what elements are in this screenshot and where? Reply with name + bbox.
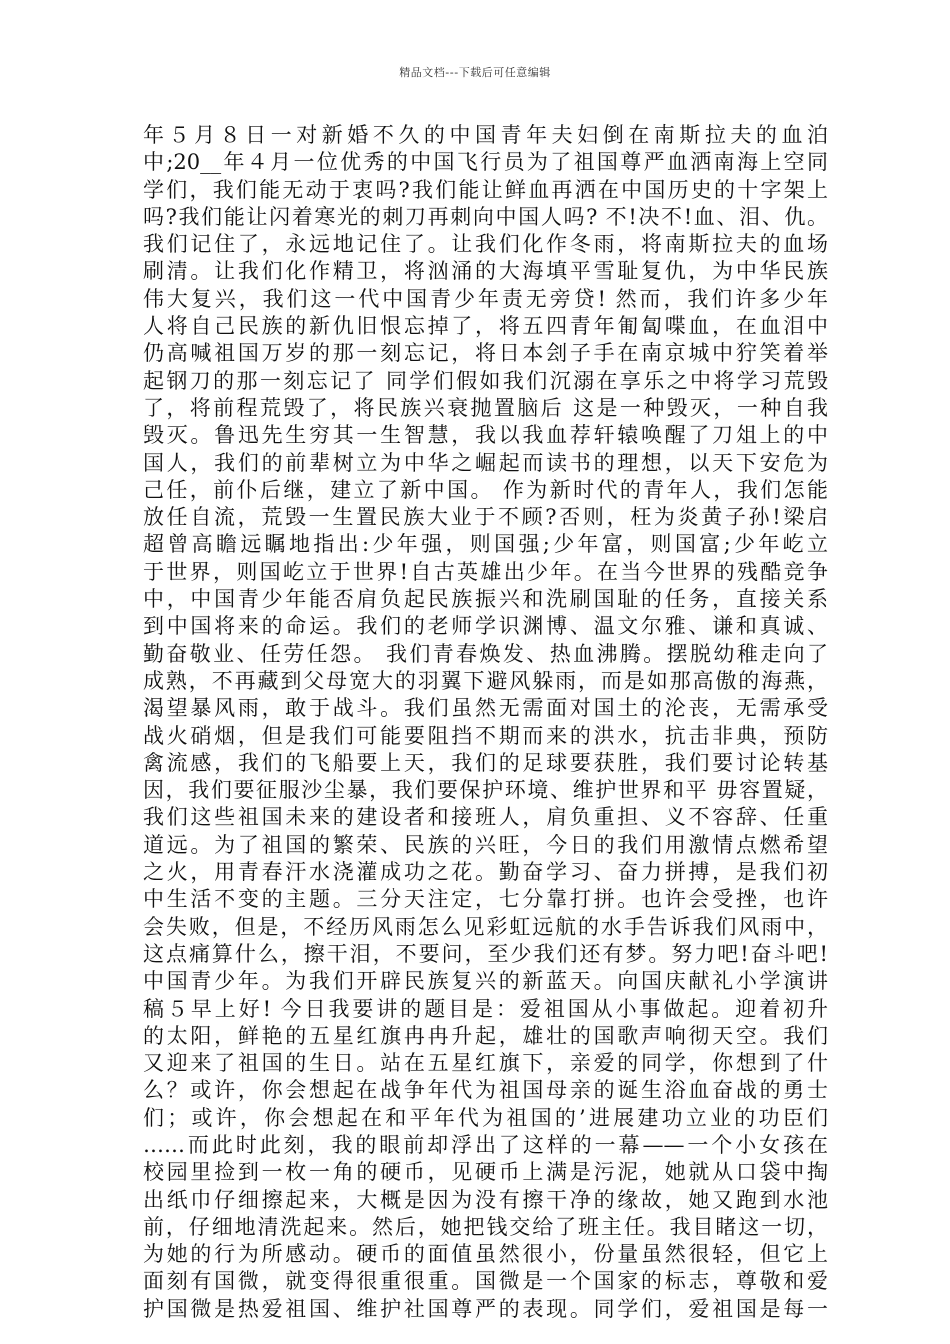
body-line: 们；或许，你会想起在和平年代为祖国的’进展建功立业的功臣们: [143, 1105, 828, 1130]
body-line: 放任自流，荒毁一生置民族大业于不顾?否则，枉为炎黄子孙!梁启: [143, 505, 828, 530]
body-line: 校园里捡到一枚一角的硬币，见硬币上满是污泥，她就从口袋中掏: [143, 1160, 828, 1185]
body-line: 于世界，则国屹立于世界!自古英雄出少年。在当今世界的残酷竞争: [143, 559, 828, 584]
body-line: 我们记住了，永远地记住了。让我们化作冬雨，将南斯拉夫的血场: [143, 232, 828, 257]
body-line: 之火，用青春汗水浇灌成功之花。勤奋学习、奋力拼搏，是我们初: [143, 860, 828, 885]
body-line: 超曾高瞻远瞩地指出:少年强，则国强;少年富，则国富;少年屹立: [143, 532, 828, 557]
body-line: 毁灭。鲁迅先生穷其一生智慧，我以我血荐轩辕唤醒了刀俎上的中: [143, 423, 828, 448]
body-line: 出纸巾仔细擦起来，大概是因为没有擦干净的缘故，她又跑到水池: [143, 1187, 828, 1212]
body-line: 年５月８日一对新婚不久的中国青年夫妇倒在南斯拉夫的血泊: [143, 123, 828, 147]
body-line: 道远。为了祖国的繁荣、民族的兴旺，今日的我们用激情点燃希望: [143, 832, 828, 857]
body-line: 人将自己民族的新仇旧恨忘掉了，将五四青年匍匐喋血，在血泪中: [143, 314, 828, 339]
body-line: 刷清。让我们化作精卫，将汹涌的大海填平雪耻复仇，为中华民族: [143, 259, 828, 284]
page-header: 精品文档---下载后可任意编辑: [399, 66, 551, 79]
body-line: 中国青少年。为我们开辟民族复兴的新蓝天。向国庆献礼小学演讲: [143, 969, 828, 994]
body-line: 因，我们要征服沙尘暴，我们要保护环境、维护世界和平 毋容置疑，: [143, 778, 828, 803]
body-line: 国人，我们的前辈树立为中华之崛起而读书的理想，以天下安危为: [143, 450, 828, 475]
body-line: 了，将前程荒毁了，将民族兴衰抛置脑后 这是一种毁灭，一种自我: [143, 395, 828, 420]
body-line: 成熟，不再藏到父母宽大的羽翼下避风躲雨，而是如那高傲的海燕，: [143, 668, 828, 693]
body-line: 护国微是热爱祖国、维护社国尊严的表现。同学们，爱祖国是每一: [143, 1296, 828, 1321]
body-line: 会失败，但是，不经历风雨怎么见彩虹远航的水手告诉我们风雨中，: [143, 914, 828, 939]
speech-body: [143, 122, 828, 1323]
body-line: 稿５早上好! 今日我要讲的题目是：爱祖国从小事做起。迎着初升: [143, 996, 828, 1021]
body-line: ……而此时此刻，我的眼前却浮出了这样的一幕——一个小女孩在: [143, 1132, 828, 1157]
body-line: 战火硝烟，但是我们可能要阻挡不期而来的洪水，抗击非典，预防: [143, 723, 828, 748]
body-line: 的太阳，鲜艳的五星红旗冉冉升起，雄壮的国歌声响彻天空。我们: [143, 1023, 828, 1048]
body-line: 到中国将来的命运。我们的老师学识渊博、温文尔雅、谦和真诚、: [143, 614, 828, 639]
body-line: 这点痛算什么，擦干泪，不要问，至少我们还有梦。努力吧!奋斗吧!: [143, 941, 828, 966]
body-line: 渴望暴风雨，敢于战斗。我们虽然无需面对国土的沦丧，无需承受: [143, 696, 828, 721]
body-line: 学们，我们能无动于衷吗?我们能让鲜血再洒在中国历史的十字架上: [143, 177, 828, 202]
body-line: 面刻有国微，就变得很重很重。国微是一个国家的标志，尊敬和爱: [143, 1269, 828, 1294]
body-line: 禽流感，我们的飞船要上天，我们的足球要获胜，我们要讨论转基: [143, 750, 828, 775]
body-line: 前，仔细地清洗起来。然后，她把钱交给了班主任。我目睹这一切，: [143, 1214, 828, 1239]
body-line: 中;20__年４月一位优秀的中国飞行员为了祖国尊严血洒南海上空同: [143, 150, 828, 175]
body-line: 伟大复兴，我们这一代中国青少年责无旁贷! 然而，我们许多少年: [143, 286, 828, 311]
body-line: 中，中国青少年能否肩负起民族振兴和洗刷国耻的任务，直接关系: [143, 587, 828, 612]
body-line: 勤奋敬业、任劳任怨。 我们青春焕发、热血沸腾。摆脱幼稚走向了: [143, 641, 828, 666]
body-line: 吗?我们能让闪着寒光的刺刀再刺向中国人吗? 不!决不!血、泪、仇。: [143, 204, 828, 229]
body-line: 又迎来了祖国的生日。站在五星红旗下，亲爱的同学，你想到了什: [143, 1051, 828, 1076]
body-line: 我们这些祖国未来的建设者和接班人，肩负重担、义不容辞、任重: [143, 805, 828, 830]
body-line: 中生活不变的主题。三分天注定，七分靠打拼。也许会受挫，也许: [143, 887, 828, 912]
body-line: 为她的行为所感动。硬币的面值虽然很小，份量虽然很轻，但它上: [143, 1242, 828, 1267]
body-line: 么？或许，你会想起在战争年代为祖国母亲的诞生浴血奋战的勇士: [143, 1078, 828, 1103]
body-line: 起钢刀的那一刻忘记了 同学们假如我们沉溺在享乐之中将学习荒毁: [143, 368, 828, 393]
body-line: 仍高喊祖国万岁的那一刻忘记，将日本刽子手在南京城中狞笑着举: [143, 341, 828, 366]
body-line: 己任，前仆后继，建立了新中国。 作为新时代的青年人，我们怎能: [143, 477, 828, 502]
